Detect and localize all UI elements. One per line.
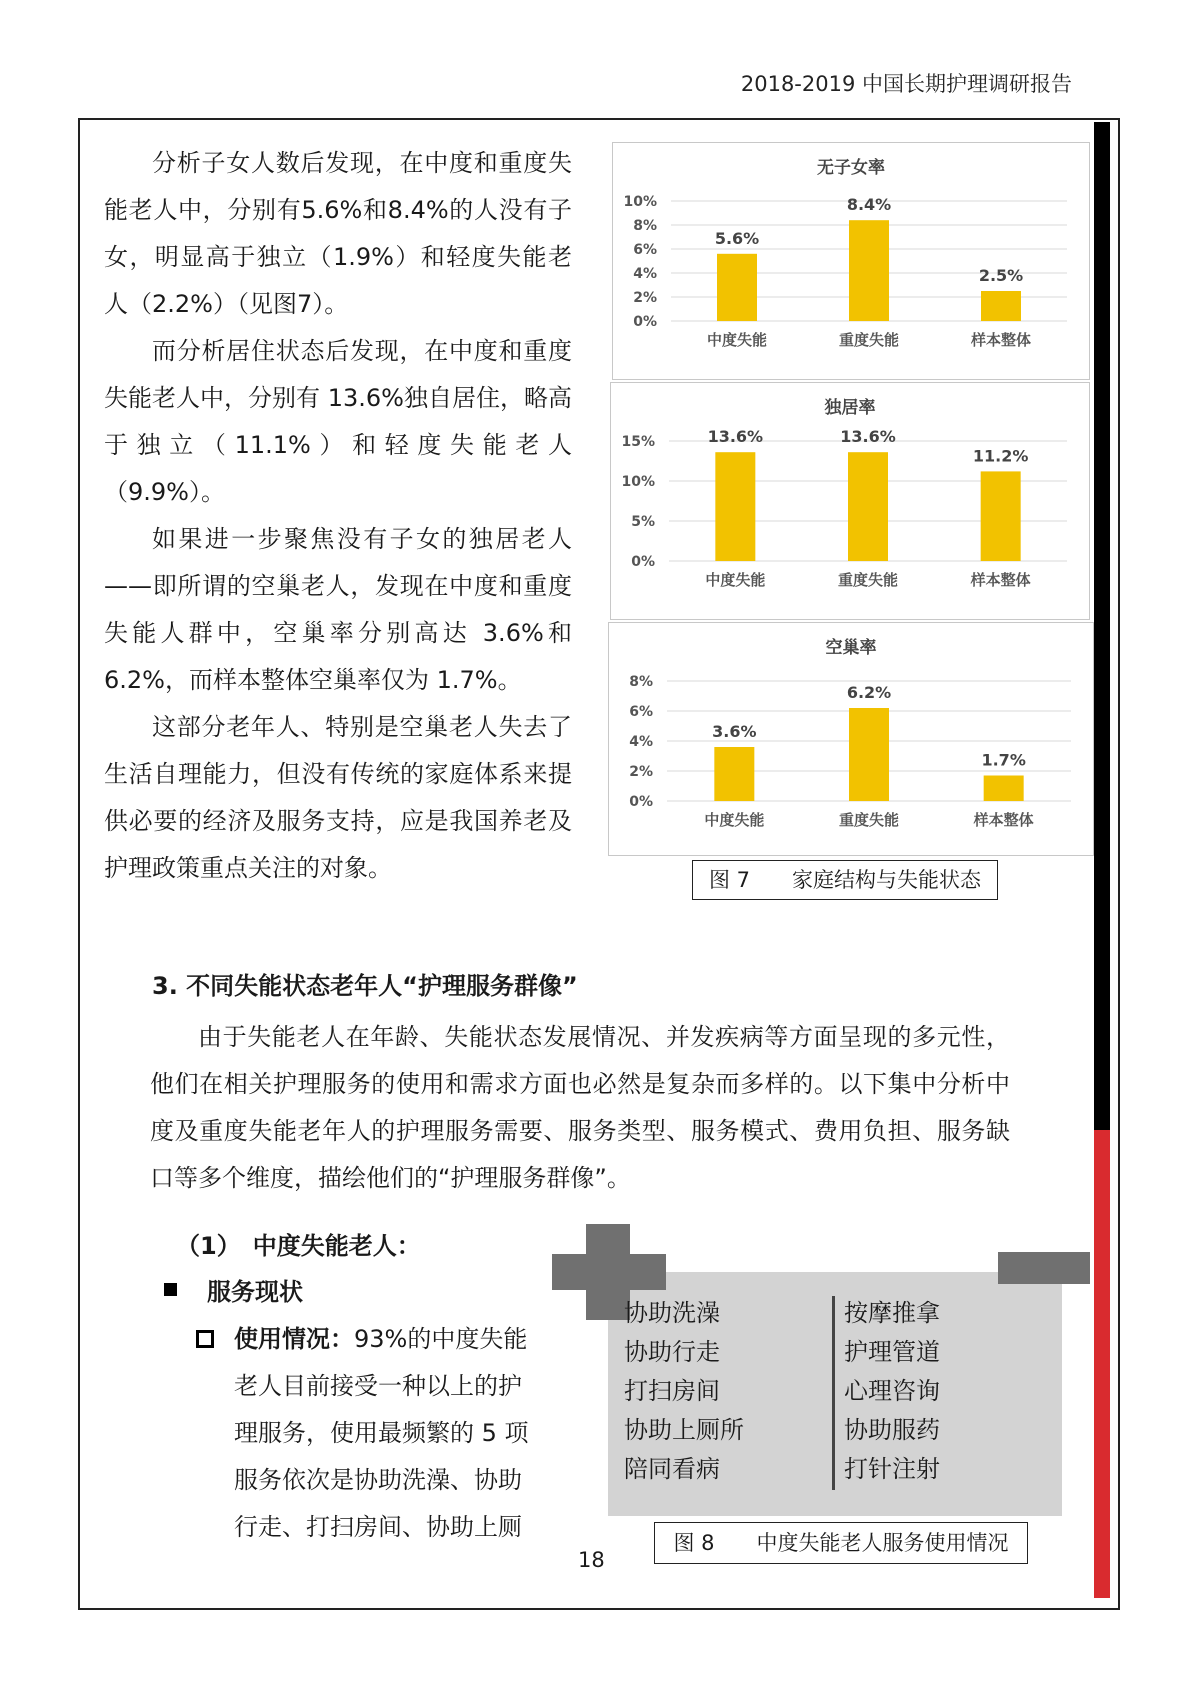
bar [849,220,889,321]
y-tick-label: 0% [631,554,655,570]
chart-svg [609,623,1093,855]
section-heading: 3. 不同失能状态老年人“护理服务群像” [152,972,578,1000]
service-item: 协助行走 [624,1338,720,1366]
data-label: 11.2% [972,446,1029,466]
bullet-label: 服务现状 [207,1278,303,1306]
services-right-list [844,1294,940,1489]
chart-living-alone-rate [610,382,1090,620]
chart-title: 空巢率 [825,638,877,658]
y-tick-label: 15% [621,434,655,450]
data-label: 1.7% [981,750,1026,770]
y-tick-label: 8% [629,674,653,690]
bar [717,254,757,321]
usage-first-line [196,1316,542,1363]
y-tick-label: 0% [633,314,657,330]
filled-square-icon [164,1283,177,1296]
bar [715,452,755,561]
x-category-label: 样本整体 [970,571,1031,589]
usage-line: 理服务，使用最频繁的 5 项 [234,1419,529,1447]
header-title: 2018-2019 中国长期护理调研报告 [740,72,1072,96]
left-column-text [104,140,572,892]
bar [981,291,1021,321]
y-tick-label: 0% [629,794,653,810]
chart-childless-rate [612,142,1090,380]
y-tick-label: 2% [629,764,653,780]
x-category-label: 样本整体 [973,811,1034,829]
subsection-heading: （1） 中度失能老人： [176,1232,421,1260]
y-tick-label: 2% [633,290,657,306]
data-label: 2.5% [978,266,1024,285]
usage-line: 93%的中度失能 [354,1325,528,1353]
service-item: 打针注射 [844,1455,940,1483]
paragraph: 分析子女人数后发现，在中度和重度失能老人中，分别有5.6%和8.4%的人没有子女，明显高于独立（1.9%）和轻度失能老人（2.2%）（见图7）。 [104,149,572,318]
y-tick-label: 6% [633,242,657,258]
service-item: 护理管道 [844,1338,940,1366]
service-item: 陪同看病 [624,1455,720,1483]
service-item: 协助服药 [844,1416,940,1444]
services-divider [832,1296,835,1490]
x-category-label: 中度失能 [706,331,768,349]
x-category-label: 重度失能 [838,811,900,829]
y-tick-label: 10% [621,474,655,490]
side-bar-black [1094,122,1110,1130]
usage-line: 服务依次是协助洗澡、协助 [234,1466,522,1494]
chart-empty-nest-rate [608,622,1094,856]
bar [714,747,754,801]
y-tick-label: 10% [623,194,657,210]
services-left-list [624,1294,744,1489]
usage-paragraph [196,1316,542,1551]
figure-7-caption: 图 7 家庭结构与失能状态 [692,860,998,900]
paragraph: 如果进一步聚焦没有子女的独居老人——即所谓的空巢老人，发现在中度和重度失能人群中，空巢率分别高达 3.6%和6.2%，而样本整体空巢率仅为 1.7%。 [104,525,572,694]
usage-label: 使用情况： [234,1325,354,1353]
y-tick-label: 5% [631,514,655,530]
x-category-label: 样本整体 [970,331,1032,349]
x-category-label: 重度失能 [838,331,900,349]
hollow-square-icon [196,1330,214,1348]
data-label: 13.6% [840,427,896,447]
side-bar-red [1094,1130,1110,1598]
service-item: 协助洗澡 [624,1299,720,1327]
chart-svg [613,143,1089,379]
chart-title: 独居率 [824,398,876,418]
service-item: 心理咨询 [844,1377,940,1405]
figure-8-caption: 图 8 中度失能老人服务使用情况 [654,1522,1028,1564]
bar [848,452,888,561]
chart-title: 无子女率 [817,158,885,178]
section-paragraph: 由于失能老人在年龄、失能状态发展情况、并发疾病等方面呈现的多元性，他们在相关护理服务的使用和需求方面也必然是复杂而多样的。以下集中分析中度及重度失能老年人的护理服务需要、服务类型、服务模式、费用负担、服务缺口等多个维度，描绘他们的“护理服务群像”。 [150,1023,1010,1192]
y-tick-label: 4% [633,266,657,282]
bullet-service-status [164,1272,303,1307]
data-label: 6.2% [846,683,892,702]
y-tick-label: 4% [629,734,653,750]
service-item: 按摩推拿 [844,1299,940,1327]
usage-line: 老人目前接受一种以上的护 [234,1372,522,1400]
data-label: 3.6% [712,722,757,741]
bar [984,776,1024,802]
bar [849,708,889,801]
y-tick-label: 8% [633,218,657,234]
minus-icon [998,1252,1090,1284]
page-number: 18 [578,1548,605,1572]
bar [981,471,1021,561]
paragraph: 这部分老年人、特别是空巢老人失去了生活自理能力，但没有传统的家庭体系来提供必要的经济及服务支持，应是我国养老及护理政策重点关注的对象。 [104,713,572,882]
service-item: 协助上厕所 [624,1416,744,1444]
x-category-label: 中度失能 [705,571,766,589]
y-tick-label: 6% [629,704,653,720]
service-item: 打扫房间 [624,1377,720,1405]
data-label: 13.6% [707,427,764,447]
data-label: 5.6% [714,228,760,248]
x-category-label: 重度失能 [837,571,899,589]
chart-svg [611,383,1089,619]
usage-line: 行走、打扫房间、协助上厕 [234,1513,522,1541]
data-label: 8.4% [846,195,892,215]
x-category-label: 中度失能 [704,811,765,829]
paragraph: 而分析居住状态后发现，在中度和重度失能老人中，分别有 13.6%独自居住，略高于独立（11.1%）和轻度失能老人（9.9%）。 [104,337,572,506]
